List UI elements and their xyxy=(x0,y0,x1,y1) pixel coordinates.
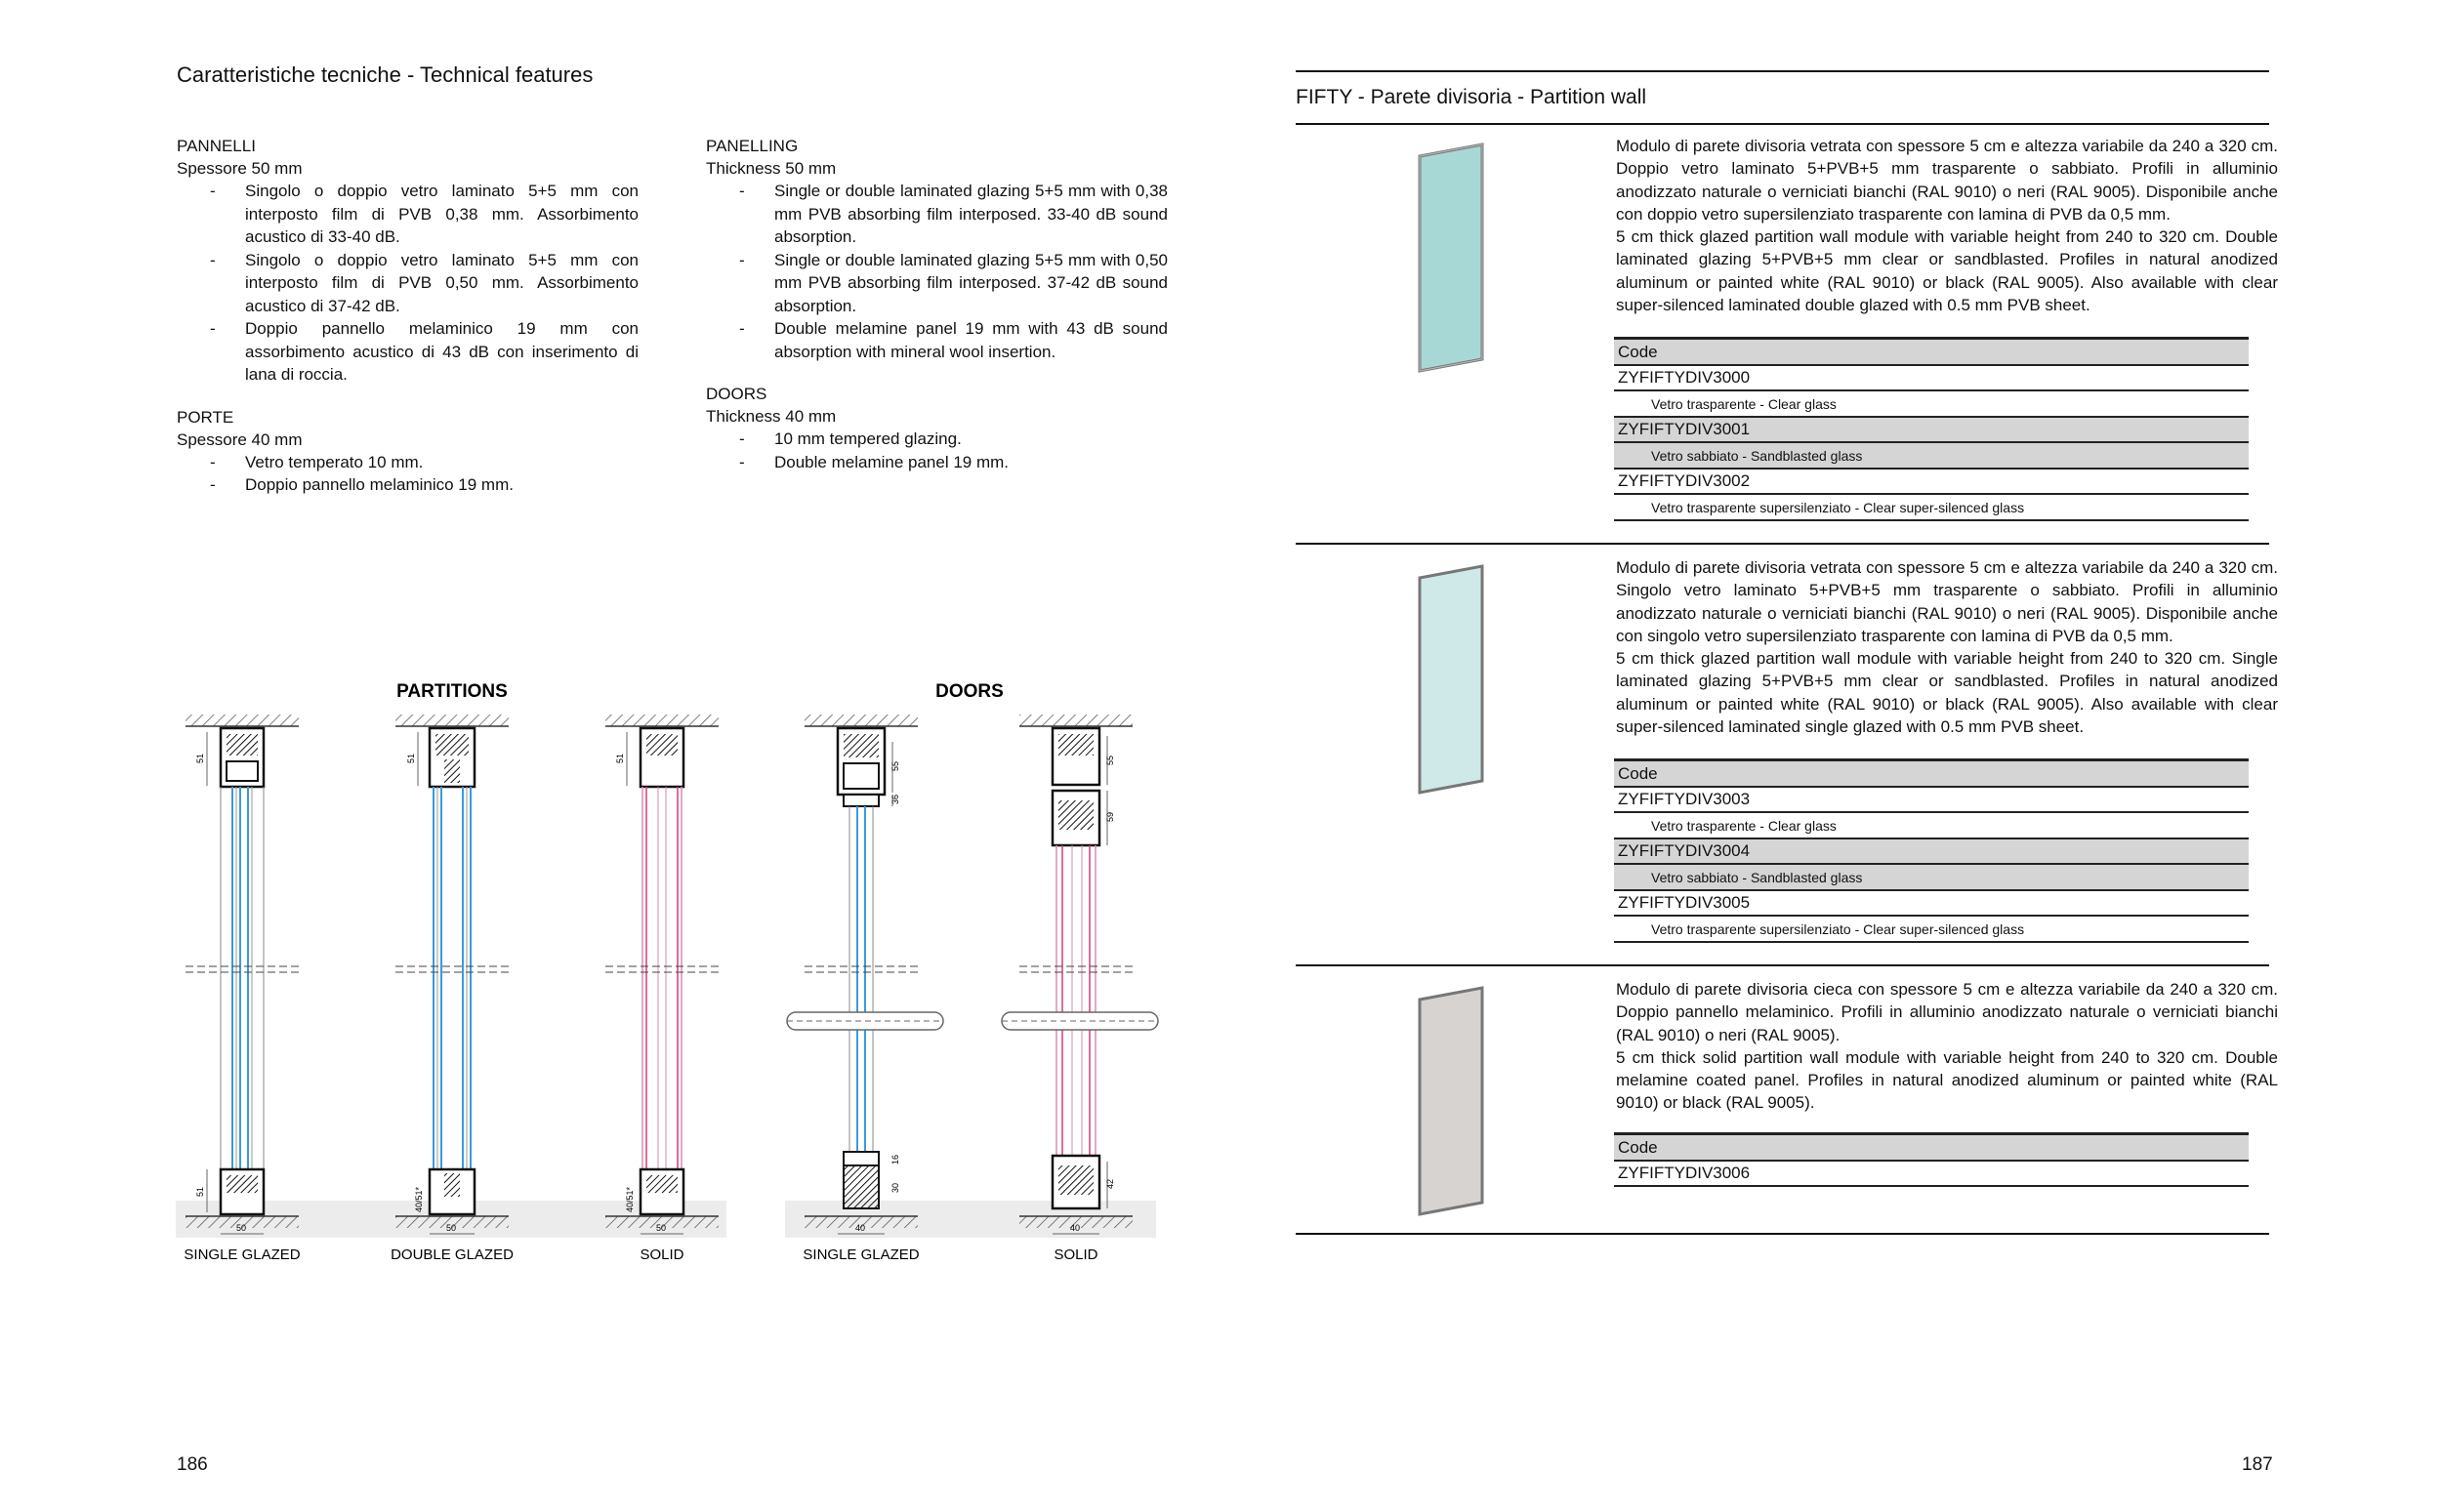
code-table-2 xyxy=(1614,758,2249,943)
dim-label: 55 xyxy=(1105,755,1115,765)
doors-heading-it: PORTE xyxy=(177,407,234,427)
dim-label: 59 xyxy=(1105,811,1115,822)
product-code: ZYFIFTYDIV3001 xyxy=(1614,417,2249,442)
product-code: ZYFIFTYDIV3000 xyxy=(1614,365,2249,390)
code-header: Code xyxy=(1614,1134,2249,1162)
doors-label: DOORS xyxy=(935,681,1004,702)
panels-heading-it: PANNELLI xyxy=(177,137,256,155)
dim-label: 51 xyxy=(406,753,416,763)
doors-thickness-en: Thickness 40 mm xyxy=(706,407,837,426)
page-title-left: Caratteristiche tecniche - Technical features xyxy=(177,62,594,87)
product-description-text: Modulo di parete divisoria vetrata con spessore 5 cm e altezza variabile da 240 a 320 cm. Singolo vetro laminato 5+PVB+5 mm trasparente o sabbiato. Profili in alluminio anodizzato naturale o verniciati bianchi (RAL 9010) o neri (RAL 9005). Disponibile anche con singolo vetro supersilenziato trasparente con lamina di PVB da 0,5 mm. 5 cm thick glazed partition wall module with variable height from 240 to 320 cm. Single laminated glazing 5+PVB+5 mm clear or sandblasted. Profiles in natural anodized aluminum or painted white (RAL 9010) or black (RAL 9005). Also available with clear super-silenced laminated single glazed with 0.5 mm PVB sheet. xyxy=(1616,558,2278,737)
panel-glass xyxy=(1420,566,1482,793)
list-item: - Singolo o doppio vetro laminato 5+5 mm con interposto film di PVB 0,38 mm. Assorbimento acustico di 33-40 dB. xyxy=(177,180,639,249)
product-description-1 xyxy=(1616,135,2278,316)
code-header: Code xyxy=(1614,339,2249,366)
product-code: ZYFIFTYDIV3004 xyxy=(1614,838,2249,864)
dim-label: 55 xyxy=(890,760,900,771)
spec-column-english xyxy=(706,135,1168,473)
doors-list-en xyxy=(706,428,1168,473)
caption-single-glazed-door: SINGLE GLAZED xyxy=(803,1246,920,1263)
dim-label: 42 xyxy=(1105,1178,1115,1189)
panel-render-single-glazed xyxy=(1416,564,1486,798)
page-number-right: 187 xyxy=(2242,1454,2273,1475)
section-double-glazed-partition xyxy=(395,715,509,1234)
list-item: - Vetro temperato 10 mm. xyxy=(177,451,639,474)
dim-label: 36 xyxy=(890,794,900,804)
spec-column-italian xyxy=(177,135,639,497)
partitions-label: PARTITIONS xyxy=(396,681,508,702)
product-code: ZYFIFTYDIV3003 xyxy=(1614,787,2249,812)
dim-label: 50 xyxy=(236,1223,247,1233)
section-drawings xyxy=(166,674,1181,1269)
list-item: - Single or double laminated glazing 5+5 mm with 0,50 mm PVB absorbing film interposed. 37-42 dB sound absorption. xyxy=(706,249,1168,318)
divider xyxy=(1296,543,2269,545)
caption-double-glazed-partition: DOUBLE GLAZED xyxy=(391,1246,514,1263)
dim-label: 40 xyxy=(855,1223,866,1233)
dim-label: 51 xyxy=(195,753,205,763)
divider xyxy=(1296,1233,2269,1235)
product-description-2 xyxy=(1616,556,2278,738)
product-code: ZYFIFTYDIV3006 xyxy=(1614,1161,2249,1186)
dim-label: 50 xyxy=(446,1223,457,1233)
section-solid-partition xyxy=(605,715,719,1234)
caption-single-glazed-partition: SINGLE GLAZED xyxy=(184,1246,301,1263)
product-description-text: Modulo di parete divisoria vetrata con spessore 5 cm e altezza variabile da 240 a 320 cm. Doppio vetro laminato 5+PVB+5 mm trasparente o sabbiato. Profili in alluminio anodizzato naturale o verniciati bianchi (RAL 9010) o neri (RAL 9005). Disponibile anche con doppio vetro supersilenziato trasparente con lamina di PVB da 0,5 mm. 5 cm thick glazed partition wall module with variable height from 240 to 320 cm. Double laminated glazing 5+PVB+5 mm clear or sandblasted. Profiles in natural anodized aluminum or painted white (RAL 9010) or black (RAL 9005). Also available with clear super-silenced laminated double glazed with 0.5 mm PVB sheet. xyxy=(1616,137,2278,315)
caption-solid-partition: SOLID xyxy=(640,1246,684,1263)
panel-solid xyxy=(1420,988,1482,1214)
code-description: Vetro trasparente - Clear glass xyxy=(1614,812,2249,838)
list-item: - Double melamine panel 19 mm with 43 dB sound absorption with mineral wool insertion. xyxy=(706,317,1168,363)
list-item: - Doppio pannello melaminico 19 mm. xyxy=(177,473,639,497)
list-item: - Doppio pannello melaminico 19 mm con assorbimento acustico di 43 dB con inserimento di lana di roccia. xyxy=(177,317,639,387)
dim-label: 40 xyxy=(1070,1223,1081,1233)
code-description: Vetro sabbiato - Sandblasted glass xyxy=(1614,442,2249,469)
code-description: Vetro trasparente supersilenziato - Clear super-silenced glass xyxy=(1614,916,2249,942)
page-number-left: 186 xyxy=(177,1454,208,1475)
dim-label: 40/51* xyxy=(414,1186,424,1212)
divider xyxy=(1296,123,2269,125)
code-description: Vetro trasparente - Clear glass xyxy=(1614,390,2249,417)
section-solid-door xyxy=(1002,715,1158,1234)
divider xyxy=(1296,70,2269,72)
list-item: - Double melamine panel 19 mm. xyxy=(706,451,1168,474)
list-item: - 10 mm tempered glazing. xyxy=(706,428,1168,451)
dim-label: 40/51* xyxy=(625,1186,635,1212)
product-code: ZYFIFTYDIV3002 xyxy=(1614,469,2249,494)
list-item: - Single or double laminated glazing 5+5 mm with 0,38 mm PVB absorbing film interposed. 33-40 dB sound absorption. xyxy=(706,180,1168,249)
code-table-1 xyxy=(1614,337,2249,521)
doors-list-it xyxy=(177,451,639,497)
dim-label: 30 xyxy=(890,1182,900,1193)
panel-render-double-glazed xyxy=(1416,143,1486,377)
panels-thickness-en: Thickness 50 mm xyxy=(706,159,837,178)
dim-label: 16 xyxy=(890,1154,900,1165)
panels-thickness-it: Spessore 50 mm xyxy=(177,159,303,178)
panels-list-it xyxy=(177,180,639,387)
caption-solid-door: SOLID xyxy=(1054,1246,1098,1263)
panel-glass xyxy=(1420,144,1482,371)
doors-heading-en: DOORS xyxy=(706,385,767,403)
dim-label: 50 xyxy=(656,1223,667,1233)
page-title-right: FIFTY - Parete divisoria - Partition wall xyxy=(1296,86,1647,108)
section-single-glazed-door xyxy=(787,715,943,1234)
product-description-text: Modulo di parete divisoria cieca con spessore 5 cm e altezza variabile da 240 a 320 cm. Doppio pannello melaminico. Profili in alluminio anodizzato naturale o verniciati bianchi (RAL 9010) o neri (RAL 9005). 5 cm thick solid partition wall module with variable height from 240 to 320 cm. Double melamine coated panel. Profiles in natural anodized aluminum or painted white (RAL 9010) or black (RAL 9005). xyxy=(1616,980,2278,1113)
product-code: ZYFIFTYDIV3005 xyxy=(1614,890,2249,916)
panels-list-en xyxy=(706,180,1168,363)
doors-thickness-it: Spessore 40 mm xyxy=(177,429,303,449)
dim-label: 51 xyxy=(195,1186,205,1197)
dim-label: 51 xyxy=(615,753,625,763)
divider xyxy=(1296,964,2269,966)
code-table-3 xyxy=(1614,1132,2249,1187)
section-single-glazed-partition xyxy=(186,715,299,1234)
code-description: Vetro trasparente supersilenziato - Clear super-silenced glass xyxy=(1614,494,2249,520)
list-item: - Singolo o doppio vetro laminato 5+5 mm con interposto film di PVB 0,50 mm. Assorbimento acustico di 37-42 dB. xyxy=(177,249,639,318)
panels-heading-en: PANELLING xyxy=(706,137,799,155)
code-header: Code xyxy=(1614,760,2249,788)
panel-render-solid xyxy=(1416,986,1486,1220)
product-description-3 xyxy=(1616,978,2278,1115)
code-description: Vetro sabbiato - Sandblasted glass xyxy=(1614,864,2249,890)
